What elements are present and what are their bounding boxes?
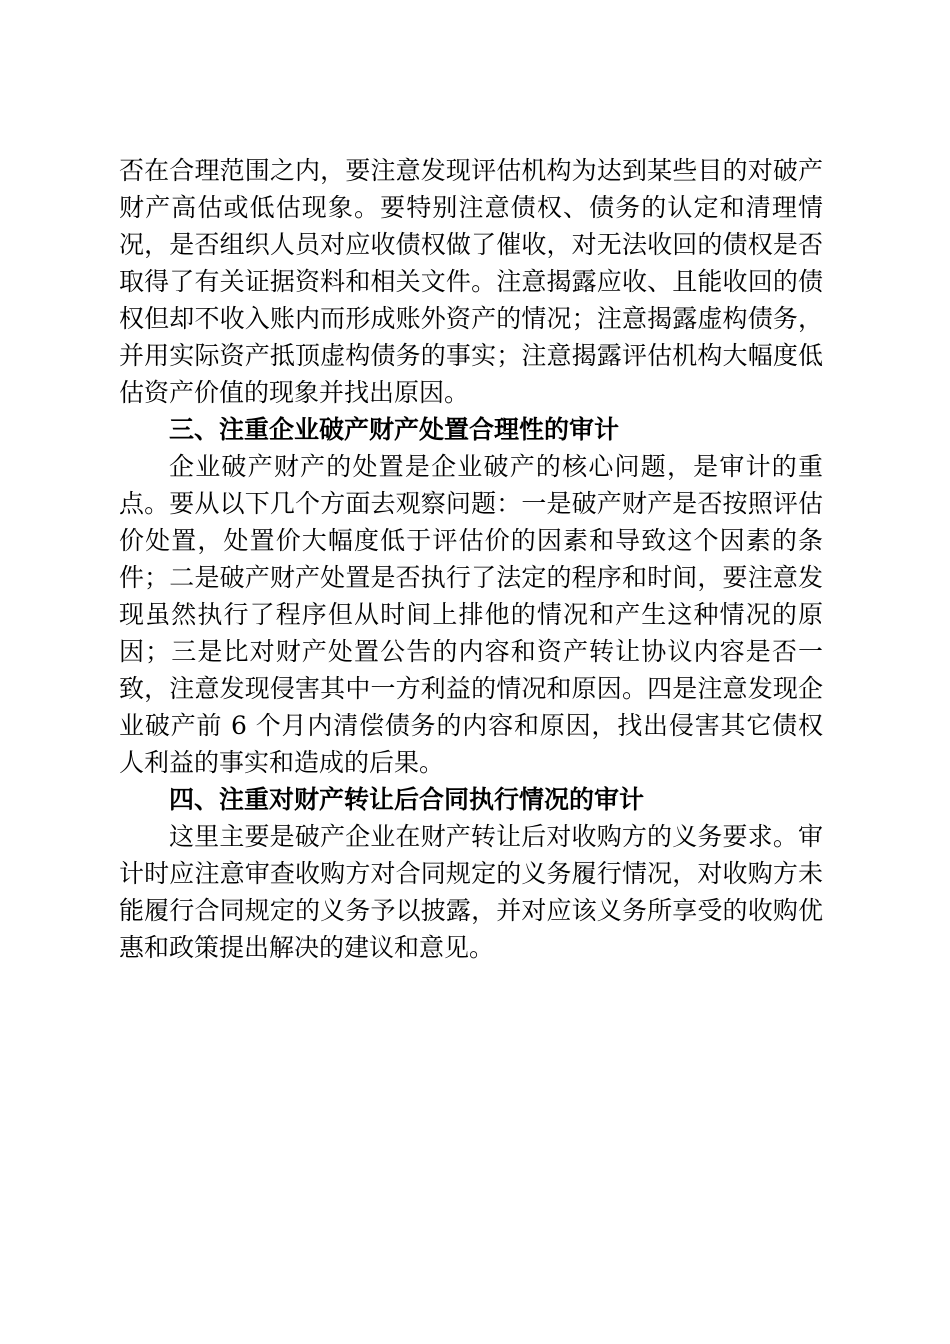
section-heading-4: 四、注重对财产转让后合同执行情况的审计	[169, 785, 645, 814]
section-heading-3: 三、注重企业破产财产处置合理性的审计	[169, 415, 620, 444]
document-body	[119, 152, 823, 966]
paragraph-section-3: 企业破产财产的处置是企业破产的核心问题，是审计的重点。要从以下几个方面去观察问题：一是破产财产是否按照评估价处置，处置价大幅度低于评估价的因素和导致这个因素的条件；二是破产财产处置是否执行了法定的程序和时间，要注意发现虽然执行了程序但从时间上排他的情况和产生这种情况的原因；三是比对财产处置公告的内容和资产转让协议内容是否一致，注意发现侵害其中一方利益的情况和原因。四是注意发现企业破产前 6 个月内清偿债务的内容和原因，找出侵害其它债权人利益的事实和造成的后果。	[119, 452, 823, 777]
paragraph-section-4: 这里主要是破产企业在财产转让后对收购方的义务要求。审计时应注意审查收购方对合同规定的义务履行情况，对收购方未能履行合同规定的义务予以披露，并对应该义务所享受的收购优惠和政策提出解决的建议和意见。	[119, 822, 823, 962]
paragraph-continued: 否在合理范围之内，要注意发现评估机构为达到某些目的对破产财产高估或低估现象。要特别注意债权、债务的认定和清理情况，是否组织人员对应收债权做了催收，对无法收回的债权是否取得了有关证据资料和相关文件。注意揭露应收、且能收回的债权但却不收入账内而形成账外资产的情况；注意揭露虚构债务，并用实际资产抵顶虚构债务的事实；注意揭露评估机构大幅度低估资产价值的现象并找出原因。	[119, 156, 823, 407]
